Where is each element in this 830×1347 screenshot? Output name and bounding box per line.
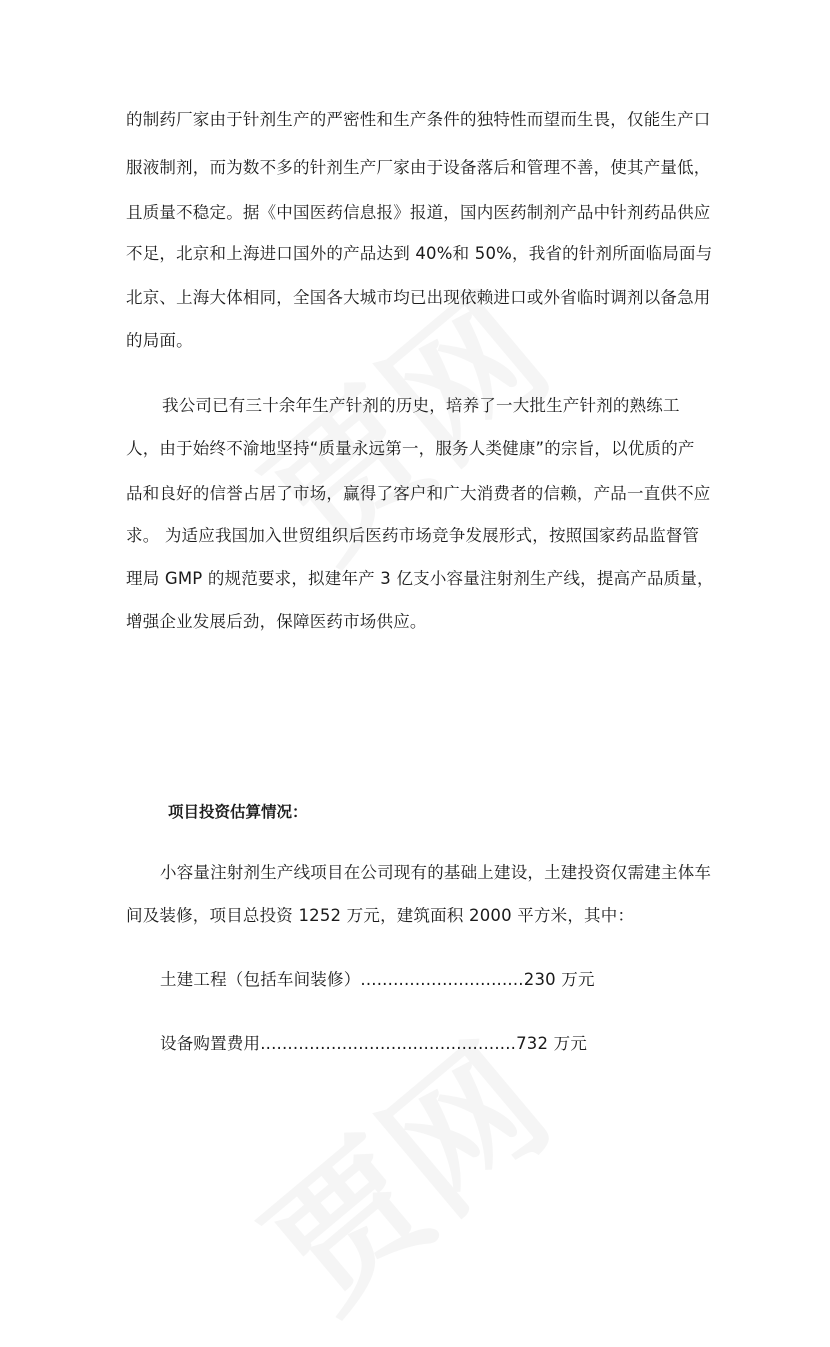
- paragraph-line: 不足，北京和上海进口国外的产品达到 40%和 50%，我省的针剂所面临局面与: [126, 244, 713, 263]
- paragraph-line: 求。 为适应我国加入世贸组织后医药市场竞争发展形式，按照国家药品监督管: [126, 526, 700, 545]
- paragraph-line: 且质量不稳定。据《中国医药信息报》报道，国内医药制剂产品中针剂药品供应: [126, 203, 711, 222]
- section-heading: 项目投资估算情况：: [168, 803, 308, 821]
- paragraph-line: 北京、上海大体相同，全国各大城市均已出现依赖进口或外省临时调剂以备急用: [126, 288, 711, 307]
- paragraph-line: 增强企业发展后劲，保障医药市场供应。: [126, 612, 427, 631]
- cost-item: 设备购置费用...............................................732 万元: [160, 1034, 588, 1053]
- paragraph-line: 的制药厂家由于针剂生产的严密性和生产条件的独特性而望而生畏，仅能生产口: [126, 110, 711, 129]
- paragraph-line: 人，由于始终不渝地坚持“质量永远第一，服务人类健康”的宗旨，以优质的产: [126, 439, 695, 458]
- cost-item: 土建工程（包括车间装修）..............................230 万元: [160, 970, 595, 989]
- paragraph-line: 我公司已有三十余年生产针剂的历史，培养了一大批生产针剂的熟练工: [162, 396, 680, 415]
- paragraph-line: 服液制剂，而为数不多的针剂生产厂家由于设备落后和管理不善，使其产量低，: [126, 158, 711, 177]
- paragraph-line: 间及装修，项目总投资 1252 万元，建筑面积 2000 平方米，其中：: [126, 906, 635, 925]
- paragraph-line: 品和良好的信誉占居了市场，赢得了客户和广大消费者的信赖，产品一直供不应: [126, 484, 711, 503]
- paragraph-line: 小容量注射剂生产线项目在公司现有的基础上建设，土建投资仅需建主体车: [160, 863, 712, 882]
- paragraph-line: 理局 GMP 的规范要求，拟建年产 3 亿支小容量注射剂生产线，提高产品质量，: [126, 569, 714, 588]
- paragraph-line: 的局面。: [126, 331, 193, 350]
